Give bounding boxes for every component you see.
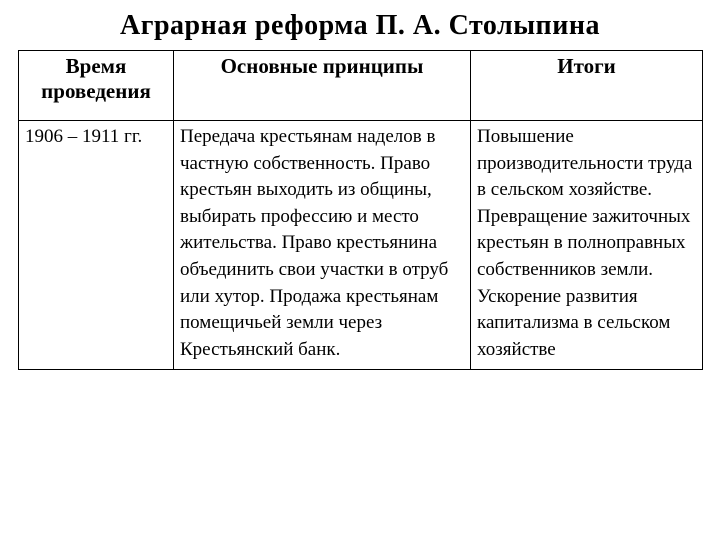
reform-table: [18, 50, 703, 370]
column-header-principles: Основные принципы: [174, 51, 471, 121]
page-title: Аграрная реформа П. А. Столыпина: [120, 10, 600, 41]
column-header-results: Итоги: [471, 51, 703, 121]
cell-results: Повышение производительности труда в сельском хозяйстве. Превращение зажиточных крестьян в полноправных собственников земли. Ускорение развития капитализма в сельском хозяйстве: [471, 121, 703, 370]
cell-period: 1906 – 1911 гг.: [19, 121, 174, 370]
column-header-time: Время проведения: [19, 51, 174, 121]
cell-principles: Передача крестьянам наделов в частную собственность. Право крестьян выходить из общины, выбирать профессию и место жительства. Право крестьянина объединить свои участки в отруб или хутор. Продажа крестьянам помещичьей земли через Крестьянский банк.: [174, 121, 471, 370]
table-row: [19, 121, 703, 370]
table-header-row: [19, 51, 703, 121]
